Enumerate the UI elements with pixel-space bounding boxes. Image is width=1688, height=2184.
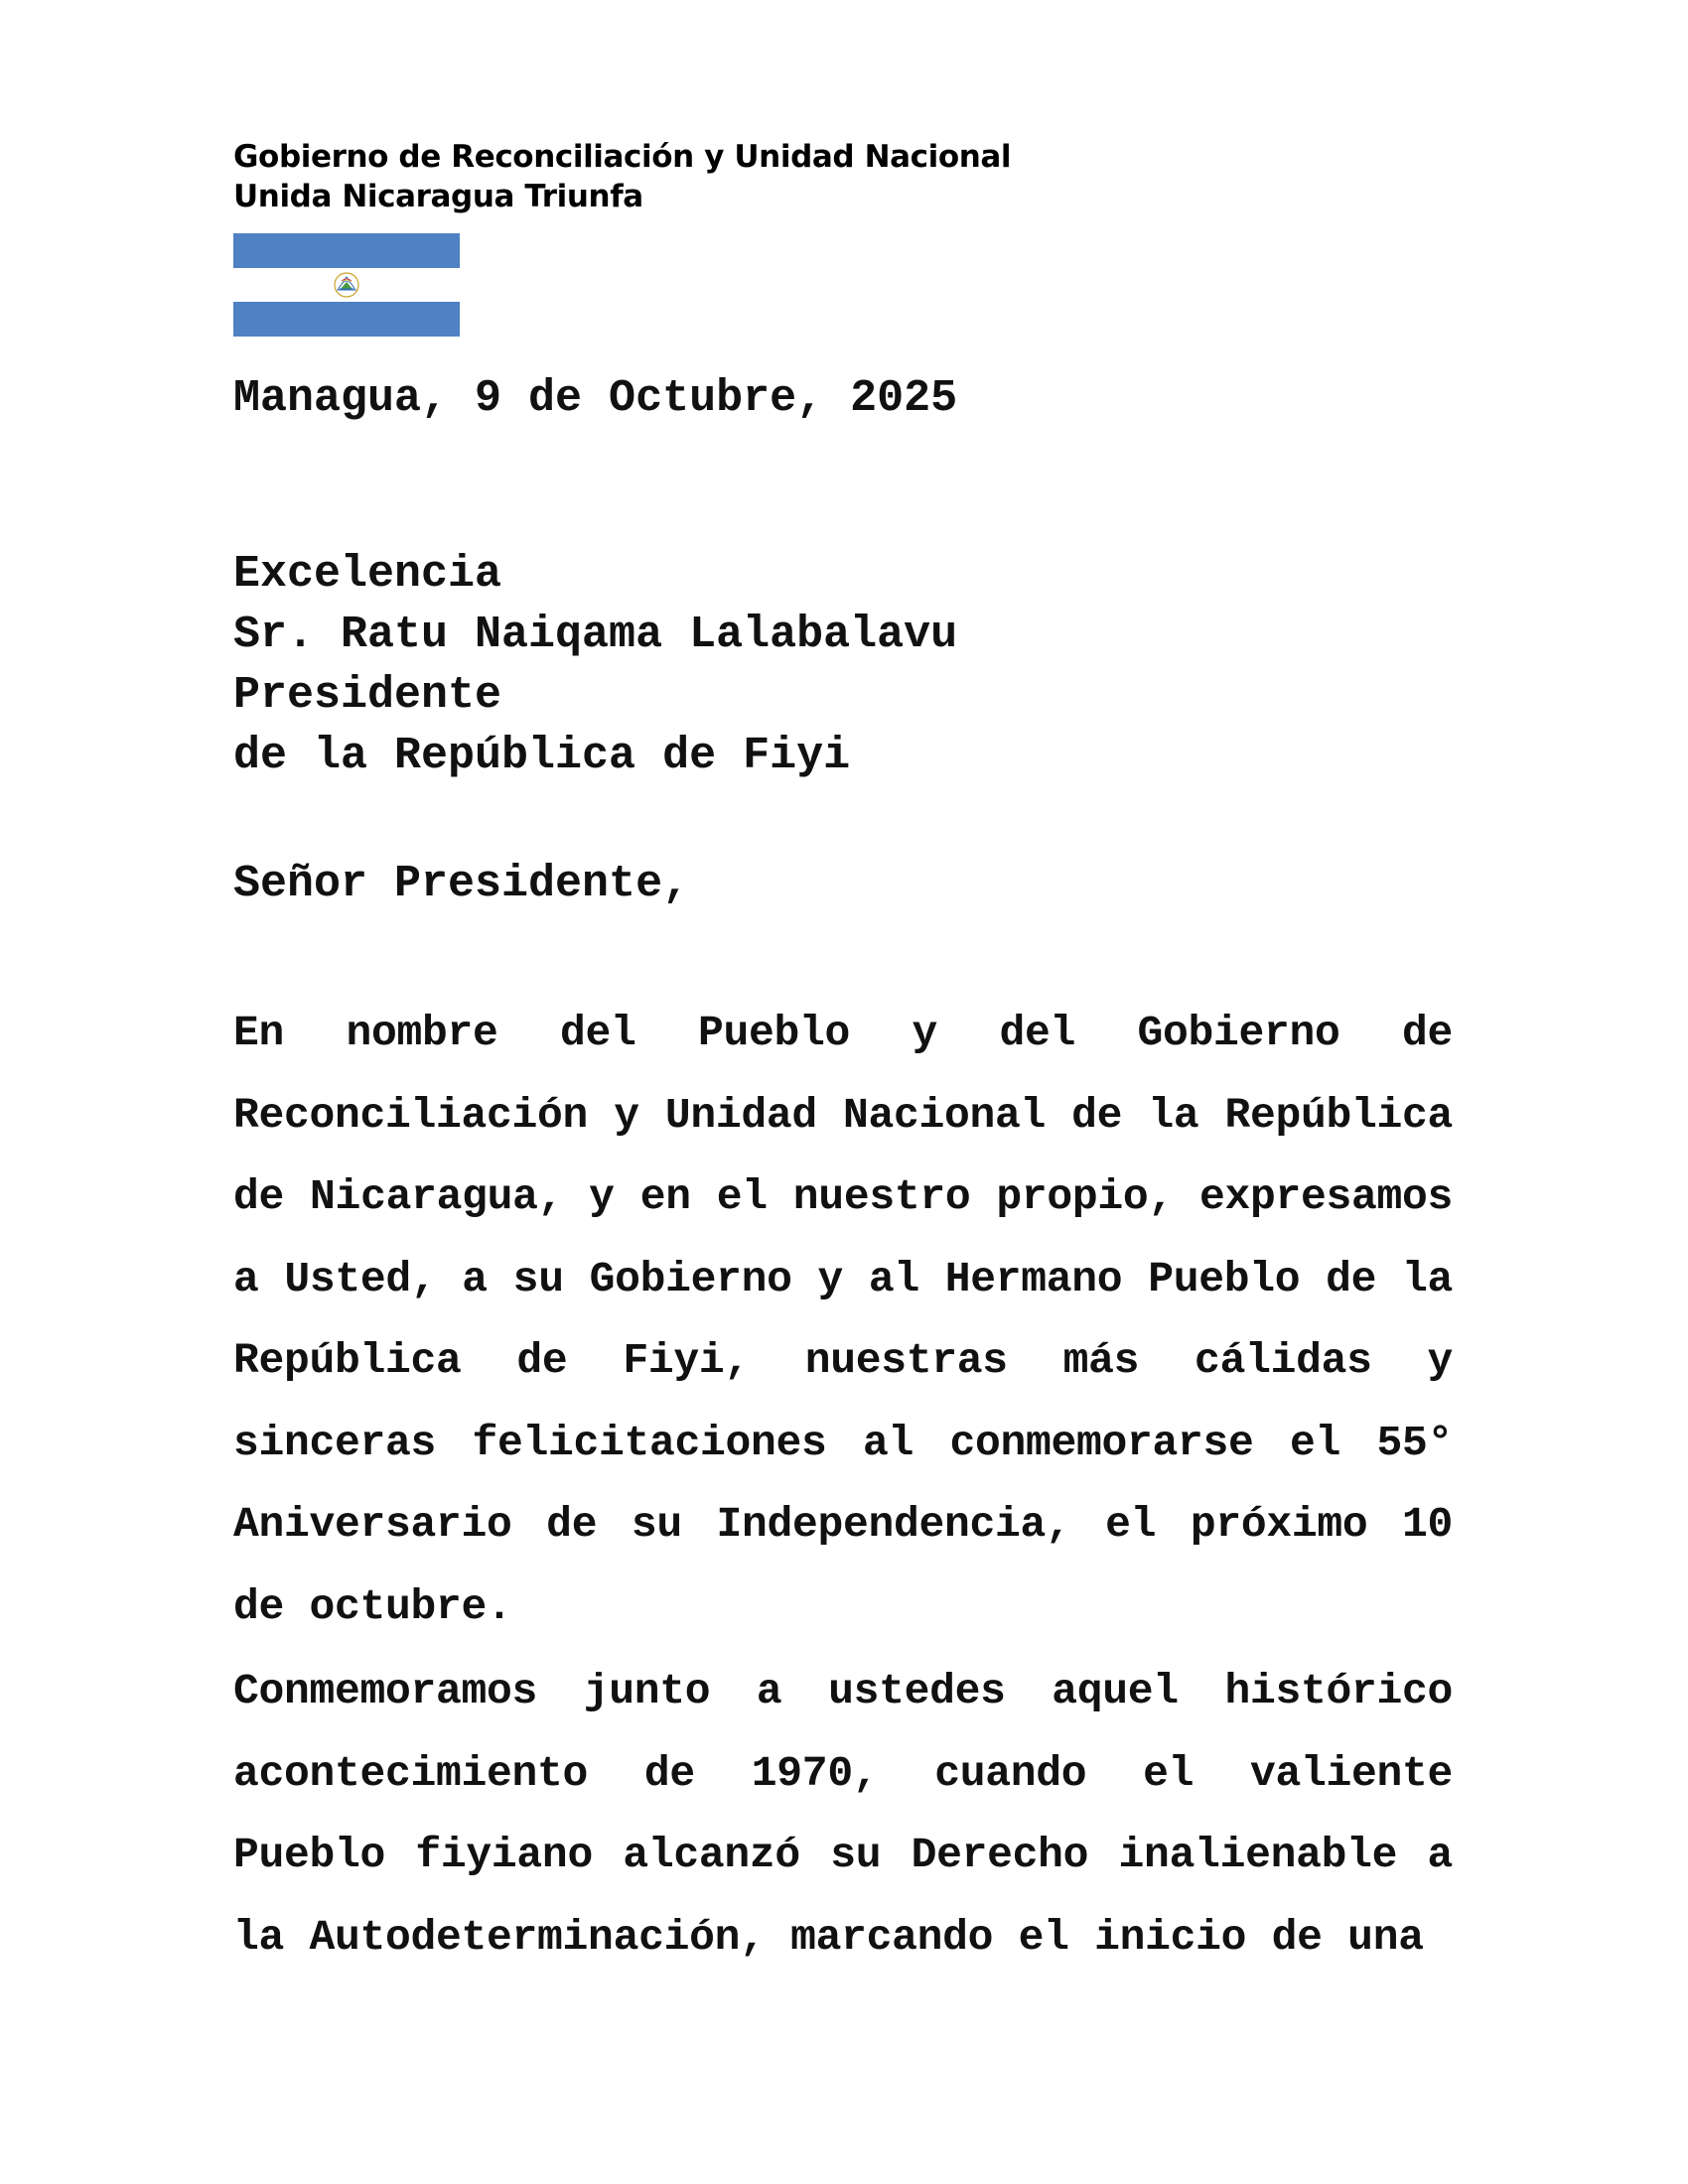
recipient-name: Sr. Ratu Naiqama Lalabalavu: [233, 610, 958, 660]
body-paragraph: Conmemoramos junto a ustedes aquel histórico acontecimiento de 1970, cuando el valiente Pueblo fiyiano alcanzó su Derecho inalienable a la Autodeterminación, marcando el inicio de una: [233, 1667, 1453, 1962]
coat-of-arms-icon: [325, 270, 368, 300]
recipient-country: de la República de Fiyi: [233, 731, 851, 781]
salutation: Señor Presidente,: [233, 859, 690, 909]
flag-middle-stripe: [233, 268, 460, 303]
flag-top-stripe: [233, 233, 460, 268]
body-paragraph: En nombre del Pueblo y del Gobierno de Reconciliación y Unidad Nacional de la República de Nicaragua, y en el nuestro propio, expresamos a Usted, a su Gobierno y al Hermano Pueblo de la República de Fiyi, nuestras más cálidas y sinceras felicitaciones al conmemorarse el 55° Aniversario de su Independencia, el próximo 10 de octubre.: [233, 1009, 1453, 1631]
dateline: Managua, 9 de Octubre, 2025: [233, 373, 958, 424]
flag-bottom-stripe: [233, 302, 460, 337]
recipient-honorific: Excelencia: [233, 549, 502, 600]
letterhead-government-name: Gobierno de Reconciliación y Unidad Nacional: [233, 139, 1012, 175]
letterhead-slogan: Unida Nicaragua Triunfa: [233, 179, 643, 214]
recipient-block: [233, 544, 957, 786]
recipient-title: Presidente: [233, 670, 502, 721]
letterhead: [233, 137, 1011, 216]
nicaragua-flag-icon: [233, 233, 460, 337]
